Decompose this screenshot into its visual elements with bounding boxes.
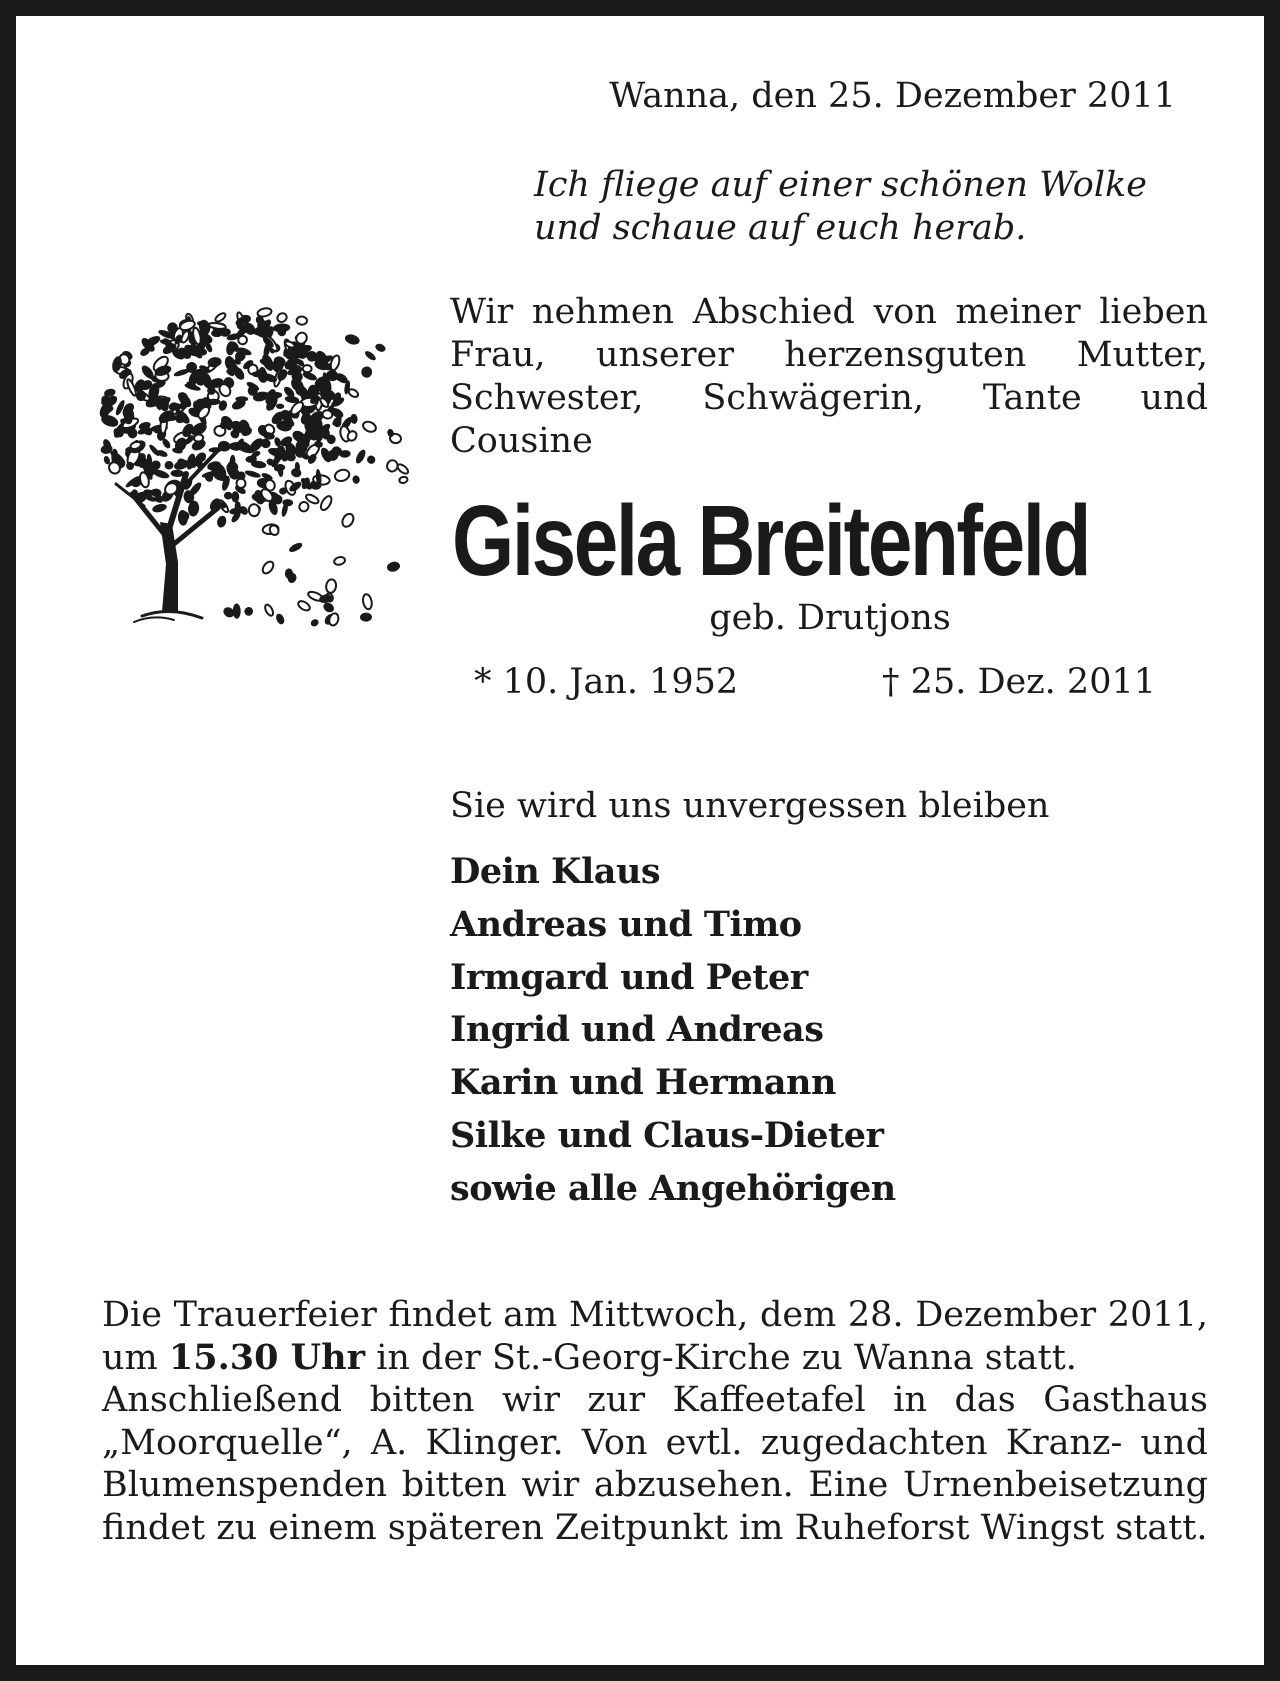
mourner-name: Irmgard und Peter [450, 956, 808, 998]
mourner-name: Dein Klaus [450, 851, 661, 892]
motto-quote [534, 164, 1214, 250]
service-text-before: Die Trauerfeier findet am Mittwoch, dem 28. Dezember 2011, um [102, 1295, 1208, 1378]
mourner-name: sowie alle Angehörigen [450, 1167, 896, 1209]
mourner-name: Karin und Hermann [450, 1062, 836, 1104]
service-time: 15.30 Uhr [168, 1336, 366, 1378]
funeral-details [102, 1294, 1208, 1549]
service-text-after: in der St.-Georg-Kirche zu Wanna statt. [365, 1337, 1077, 1378]
mourner-name: Ingrid und Andreas [450, 1009, 824, 1051]
reception-paragraph: Anschließend bitten wir zur Kaffeetafel in das Gasthaus „Moorquelle“, A. Klinger. Von evtl. zugedachten Kranz- und Blumenspenden bitten wir abzusehen. Eine Urnenbeisetzung findet zu einem späteren Zeitpunkt im Ruheforst Wingst statt. [102, 1380, 1208, 1548]
deceased-name: Gisela Breitenfeld [452, 485, 1090, 597]
motto-line: und schaue auf euch herab. [534, 208, 1027, 248]
death-date: † 25. Dez. 2011 [882, 662, 1156, 702]
place-date: Wanna, den 25. Dezember 2011 [609, 76, 1176, 116]
remembrance-line: Sie wird uns unvergessen bleiben [450, 786, 1050, 826]
motto-line: Ich fliege auf einer schönen Wolke [534, 165, 1147, 205]
service-paragraph [102, 1294, 1208, 1379]
mourners-list [450, 846, 896, 1216]
birth-name: geb. Drutjons [709, 598, 951, 638]
mourner-name: Andreas und Timo [450, 903, 802, 945]
windblown-tree-icon [94, 294, 414, 672]
mourner-name: Silke und Claus-Dieter [450, 1114, 884, 1156]
intro-text: Wir nehmen Abschied von meiner lieben Frau, unserer herzensguten Mutter, Schwester, Schwägerin, Tante und Cousine [450, 292, 1208, 461]
birth-date: * 10. Jan. 1952 [474, 662, 739, 702]
